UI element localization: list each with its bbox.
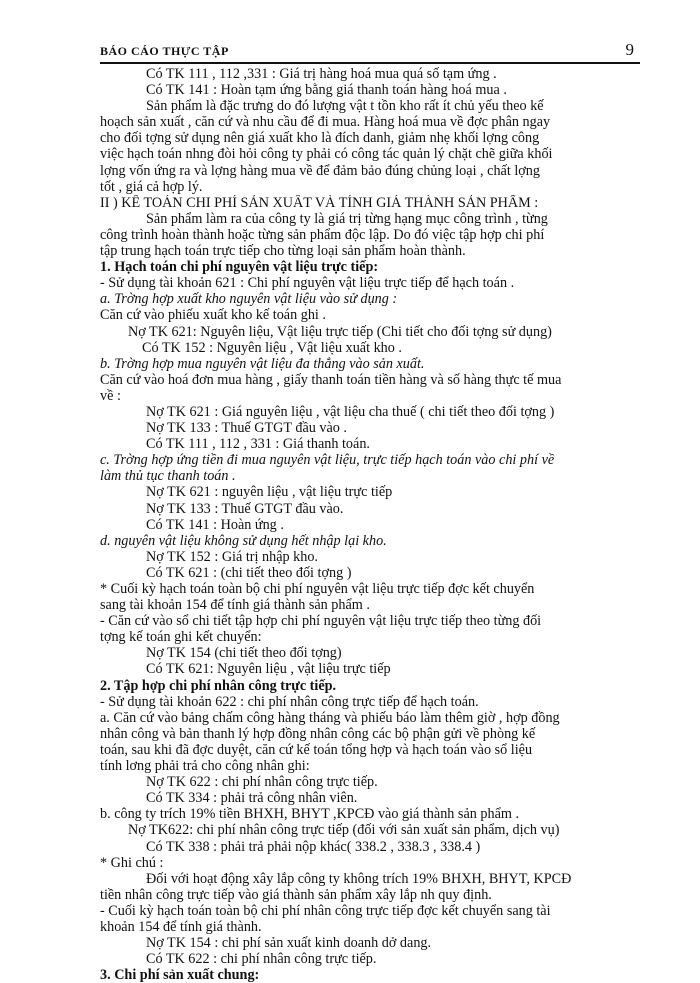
journal-entry: Có TK 141 : Hoàn ứng . — [146, 516, 284, 533]
text-line: - Sử dụng tài khoản 621 : Chi phí nguyên vật liệu trực tiếp để hạch toán . — [100, 275, 515, 292]
text-line: Sản phẩm làm ra của công ty là giá trị từng hạng mục công trình , từng — [146, 210, 548, 227]
text-line: Sản phẩm là đặc trưng do đó lượng vật t tồn kho rất ít chủ yếu theo kế — [146, 98, 544, 115]
page-header — [100, 38, 640, 64]
journal-entry: Nợ TK 133 : Thuế GTGT đầu vào. — [146, 500, 344, 517]
text-line: tập trung hạch toán trực tiếp cho từng loại sản phẩm hoàn thành. — [100, 243, 466, 260]
journal-entry: Có TK 622 : chi phí nhân công trực tiếp. — [146, 951, 377, 968]
text-line: cho đối tợng sử dụng nên giá xuất kho là đích danh, giảm nhẹ khối lợng công — [100, 130, 540, 147]
text-line: a. Căn cứ vào bảng chấm công hàng tháng và phiếu báo làm thêm giờ , hợp đồng — [100, 709, 560, 726]
case-heading: c. Trờng hợp ứng tiền đi mua nguyên vật liệu, trực tiếp hạch toán vào chi phí về — [100, 452, 555, 469]
text-line: Có TK 111 , 112 ,331 : Giá trị hàng hoá mua quá số tạm ứng . — [146, 66, 497, 82]
text-line: toán, sau khi đã đợc duyệt, căn cứ kế toán tổng hợp và hạch toán vào sổ liệu — [100, 741, 533, 758]
journal-entry: Nợ TK 133 : Thuế GTGT đầu vào . — [146, 420, 347, 437]
text-line: tốt , giá cả hợp lý. — [100, 178, 203, 195]
page-number: 9 — [625, 40, 634, 59]
journal-entry: Có TK 152 : Nguyên liệu , Vật liệu xuất kho . — [142, 339, 402, 356]
report-title: BÁO CÁO THỰC TẬP — [100, 44, 229, 58]
subsection-heading: 2. Tập hợp chi phí nhân công trực tiếp. — [100, 677, 337, 694]
text-line: b. công ty trích 19% tiền BHXH, BHYT ,KPCĐ vào giá thành sản phẩm . — [100, 806, 520, 823]
text-line: * Cuối kỳ hạch toán toàn bộ chi phí nguyên vật liệu trực tiếp đợc kết chuyển — [100, 581, 535, 597]
text-line: việc hạch toán nhng đòi hỏi công ty phải có công tác quản lý chặt chẽ giữa khối — [100, 146, 553, 163]
text-line: lợng vốn ứng ra và lợng hàng mua về để đảm bảo đúng chủng loại , chất lợng — [100, 162, 540, 179]
note-heading: * Ghi chú : — [100, 854, 164, 871]
journal-entry: Nợ TK622: chi phí nhân công trực tiếp (đối với sản xuất sản phẩm, dịch vụ) — [128, 822, 560, 839]
journal-entry: Nợ TK 621 : Giá nguyên liệu , vật liệu cha thuế ( chi tiết theo đối tợng ) — [146, 403, 555, 420]
case-heading: a. Trờng hợp xuất kho nguyên vật liệu vào sử dụng : — [100, 291, 398, 308]
case-heading: làm thủ tục thanh toán . — [100, 468, 236, 485]
journal-entry: Nợ TK 154 : chi phí sản xuất kinh doanh dở dang. — [146, 935, 432, 952]
text-line: công trình hoàn thành hoặc từng sản phẩm độc lập. Do đó việc tập hợp chi phí — [100, 226, 545, 243]
journal-entry: Có TK 338 : phải trả phải nộp khác( 338.2 , 338.3 , 338.4 ) — [146, 838, 481, 855]
journal-entry: Có TK 334 : phải trả công nhân viên. — [146, 790, 358, 807]
journal-entry: Nợ TK 621: Nguyên liệu, Vật liệu trực tiếp (Chi tiết cho đối tợng sử dụng) — [128, 323, 552, 340]
text-line: Đối với hoạt động xây lắp công ty không trích 19% BHXH, BHYT, KPCĐ — [146, 870, 572, 887]
section-heading: II ) KẾ TOÁN CHI PHÍ SẢN XUẤT VÀ TÍNH GIÁ THÀNH SẢN PHẨM : — [100, 194, 539, 211]
text-line: Căn cứ vào phiếu xuất kho kế toán ghi . — [100, 307, 326, 324]
text-line: Có TK 141 : Hoàn tạm ứng bằng giá thanh toán hàng hoá mua . — [146, 82, 507, 99]
text-line: tợng kế toán ghi kết chuyển: — [100, 629, 262, 646]
case-heading: b. Trờng hợp mua nguyên vật liệu đa thẳng vào sản xuất. — [100, 355, 425, 372]
case-heading: d. nguyên vật liệu không sử dụng hết nhập lại kho. — [100, 532, 387, 549]
journal-entry: Nợ TK 154 (chi tiết theo đối tợng) — [146, 645, 342, 662]
document-body — [100, 66, 640, 983]
journal-entry: Có TK 111 , 112 , 331 : Giá thanh toán. — [146, 436, 370, 453]
journal-entry: Nợ TK 152 : Giá trị nhập kho. — [146, 548, 318, 565]
text-line: hoạch sản xuất , căn cứ và nhu cầu để đi mua. Hàng hoá mua về đợc phân ngay — [100, 114, 551, 131]
text-line: tiền nhân công trực tiếp vào giá thành sản phẩm xây lắp nh quy định. — [100, 886, 492, 903]
text-line: - Cuối kỳ hạch toán toàn bộ chi phí nhân công trực tiếp đợc kết chuyển sang tài — [100, 902, 551, 919]
text-line: nhân công và bản thanh lý hợp đồng nhân công các bộ phận gửi về phòng kế — [100, 725, 536, 742]
journal-entry: Nợ TK 621 : nguyên liệu , vật liệu trực tiếp — [146, 484, 393, 501]
text-line: sang tài khoản 154 để tính giá thành sản phẩm . — [100, 597, 370, 614]
journal-entry: Có TK 621 : (chi tiết theo đối tợng ) — [146, 564, 352, 581]
journal-entry: Có TK 621: Nguyên liệu , vật liệu trực tiếp — [146, 661, 391, 678]
text-line: Căn cứ vào hoá đơn mua hàng , giấy thanh toán tiền hàng và số hàng thực tế mua — [100, 371, 562, 388]
text-line: - Căn cứ vào sổ chi tiết tập hợp chi phí nguyên vật liệu trực tiếp theo từng đối — [100, 613, 542, 630]
text-line: khoản 154 để tính giá thành. — [100, 918, 262, 935]
subsection-heading: 3. Chi phí sản xuất chung: — [100, 967, 260, 983]
text-line: về : — [100, 387, 121, 404]
text-line: tính lơng phải trả cho công nhân ghi: — [100, 758, 310, 775]
subsection-heading: 1. Hạch toán chi phí nguyên vật liệu trực tiếp: — [100, 259, 379, 276]
text-line: - Sử dụng tài khoản 622 : chi phí nhân công trực tiếp để hạch toán. — [100, 693, 479, 710]
journal-entry: Nợ TK 622 : chi phí nhân công trực tiếp. — [146, 774, 378, 791]
